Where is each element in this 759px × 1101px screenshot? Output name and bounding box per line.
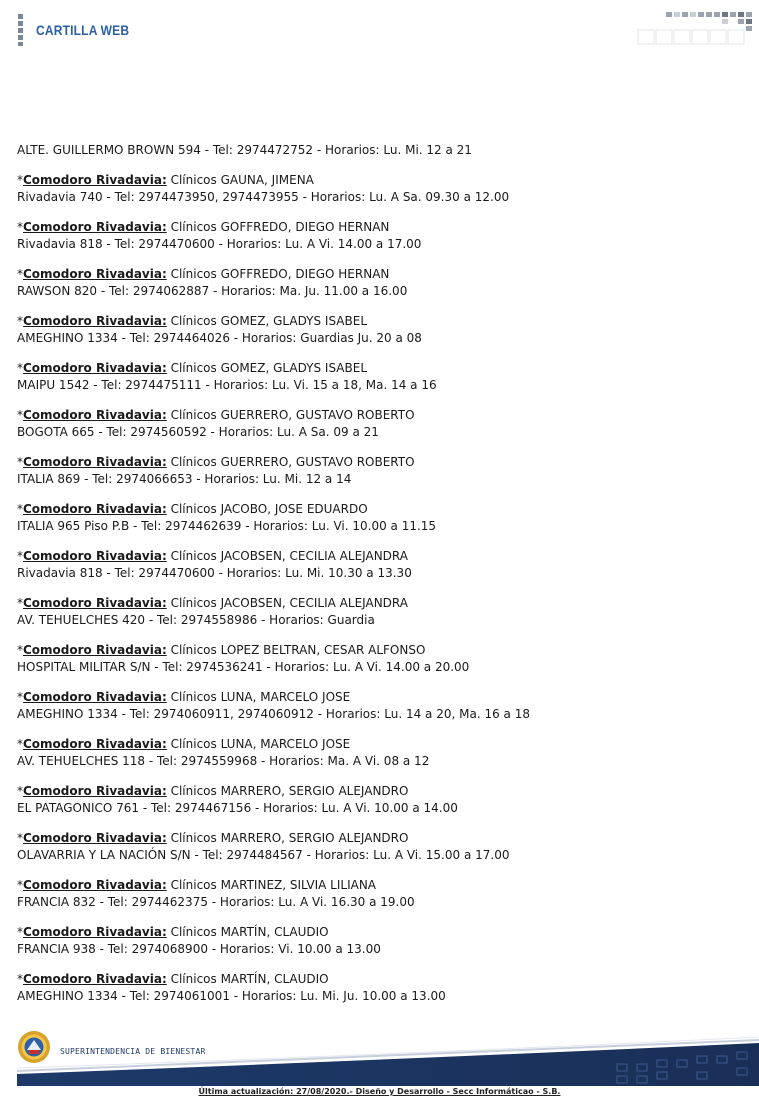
entry-city: Comodoro Rivadavia: [23,972,167,986]
entries-container [17,172,747,1005]
entry-address-line: Rivadavia 740 - Tel: 2974473950, 2974473955 - Horarios: Lu. A Sa. 09.30 a 12.00 [17,190,510,204]
entry-bullet: * [17,220,23,234]
entry-city: Comodoro Rivadavia: [23,878,167,892]
entry-address-line: AV. TEHUELCHES 420 - Tel: 2974558986 - Horarios: Guardia [17,613,375,627]
provider-name-line [17,219,747,236]
provider-name-line [17,360,747,377]
entry-city: Comodoro Rivadavia: [23,220,167,234]
provider-name-line [17,642,747,659]
entry-bullet: * [17,596,23,610]
provider-name-line [17,595,747,612]
institution-seal-icon [17,1030,51,1064]
entry-specialty-name: Clínicos MARRERO, SERGIO ALEJANDRO [166,831,409,845]
entry-address-line: AMEGHINO 1334 - Tel: 2974060911, 2974060912 - Horarios: Lu. 14 a 20, Ma. 16 a 18 [17,707,530,721]
entry-address-line: Rivadavia 818 - Tel: 2974470600 - Horarios: Lu. Mi. 10.30 a 13.30 [17,566,412,580]
entry-specialty-name: Clínicos LUNA, MARCELO JOSE [166,737,351,751]
header-bar-icon [18,14,23,46]
entry-address-line: EL PATAGONICO 761 - Tel: 2974467156 - Horarios: Lu. A Vi. 10.00 a 14.00 [17,801,458,815]
entry-bullet: * [17,972,23,986]
entry-city: Comodoro Rivadavia: [23,173,167,187]
provider-name-line [17,501,747,518]
entry-city: Comodoro Rivadavia: [23,408,167,422]
entry-specialty-name: Clínicos GOFFREDO, DIEGO HERNAN [166,267,390,281]
provider-entry [17,595,747,629]
entry-bullet: * [17,314,23,328]
entry-address-line: FRANCIA 938 - Tel: 2974068900 - Horarios: Vi. 10.00 a 13.00 [17,942,381,956]
footer-organization: SUPERINTENDENCIA DE BIENESTAR [60,1047,206,1056]
entry-bullet: * [17,925,23,939]
provider-name-line [17,830,747,847]
provider-name-line [17,971,747,988]
provider-name-line [17,548,747,565]
entry-bullet: * [17,455,23,469]
entry-specialty-name: Clínicos JACOBSEN, CECILIA ALEJANDRA [166,549,408,563]
entry-bullet: * [17,831,23,845]
entry-address-line: AV. TEHUELCHES 118 - Tel: 2974559968 - Horarios: Ma. A Vi. 08 a 12 [17,754,430,768]
entry-specialty-name: Clínicos JACOBSEN, CECILIA ALEJANDRA [166,596,408,610]
entry-city: Comodoro Rivadavia: [23,314,167,328]
provider-name-line [17,689,747,706]
entry-city: Comodoro Rivadavia: [23,784,167,798]
entry-bullet: * [17,878,23,892]
entry-address-line: Rivadavia 818 - Tel: 2974470600 - Horarios: Lu. A Vi. 14.00 a 17.00 [17,237,422,251]
entry-address-line: ITALIA 965 Piso P.B - Tel: 2974462639 - Horarios: Lu. Vi. 10.00 a 11.15 [17,519,437,533]
entry-specialty-name: Clínicos GUERRERO, GUSTAVO ROBERTO [166,408,415,422]
provider-entry [17,501,747,535]
provider-entry [17,266,747,300]
provider-entry [17,360,747,394]
provider-entry [17,313,747,347]
provider-name-line [17,924,747,941]
entry-bullet: * [17,690,23,704]
provider-entry [17,548,747,582]
entry-city: Comodoro Rivadavia: [23,596,167,610]
entry-city: Comodoro Rivadavia: [23,549,167,563]
provider-entry [17,642,747,676]
entry-address-line: OLAVARRIA Y LA NACIÓN S/N - Tel: 2974484567 - Horarios: Lu. A Vi. 15.00 a 17.00 [17,848,510,862]
entry-address-line: RAWSON 820 - Tel: 2974062887 - Horarios: Ma. Ju. 11.00 a 16.00 [17,284,408,298]
entry-bullet: * [17,549,23,563]
entry-city: Comodoro Rivadavia: [23,643,167,657]
footer-update-note: Última actualización: 27/08/2020.- Diseño y Desarrollo - Secc Informáticao - S.B. [198,1087,561,1096]
entry-city: Comodoro Rivadavia: [23,831,167,845]
page-title: CARTILLA WEB [36,22,130,38]
entry-city: Comodoro Rivadavia: [23,502,167,516]
entry-bullet: * [17,408,23,422]
entry-specialty-name: Clínicos GUERRERO, GUSTAVO ROBERTO [166,455,415,469]
entry-city: Comodoro Rivadavia: [23,455,167,469]
entry-address-line: AMEGHINO 1334 - Tel: 2974061001 - Horarios: Lu. Mi. Ju. 10.00 a 13.00 [17,989,446,1003]
entry-bullet: * [17,737,23,751]
provider-name-line [17,783,747,800]
page-header [0,0,759,60]
entry-bullet: * [17,361,23,375]
provider-entry [17,172,747,206]
provider-name-line [17,266,747,283]
entry-city: Comodoro Rivadavia: [23,925,167,939]
provider-list [17,142,747,1018]
provider-entry [17,219,747,253]
provider-entry [17,407,747,441]
entry-specialty-name: Clínicos LOPEZ BELTRAN, CESAR ALFONSO [166,643,426,657]
entry-bullet: * [17,784,23,798]
entry-address-line: HOSPITAL MILITAR S/N - Tel: 2974536241 - Horarios: Lu. A Vi. 14.00 a 20.00 [17,660,470,674]
entry-city: Comodoro Rivadavia: [23,267,167,281]
provider-entry [17,971,747,1005]
entry-specialty-name: Clínicos MARTINEZ, SILVIA LILIANA [166,878,377,892]
provider-name-line [17,877,747,894]
entry-specialty-name: Clínicos GOFFREDO, DIEGO HERNAN [166,220,390,234]
entry-specialty-name: Clínicos MARRERO, SERGIO ALEJANDRO [166,784,409,798]
provider-name-line [17,172,747,189]
entry-city: Comodoro Rivadavia: [23,690,167,704]
entry-city: Comodoro Rivadavia: [23,737,167,751]
provider-name-line [17,736,747,753]
entry-address-line: AMEGHINO 1334 - Tel: 2974464026 - Horarios: Guardias Ju. 20 a 08 [17,331,422,345]
entry-bullet: * [17,643,23,657]
provider-entry [17,877,747,911]
entry-address-line: BOGOTA 665 - Tel: 2974560592 - Horarios: Lu. A Sa. 09 a 21 [17,425,379,439]
entry-specialty-name: Clínicos MARTÍN, CLAUDIO [166,925,329,939]
header-pixel-decoration-icon [636,10,759,48]
entry-specialty-name: Clínicos MARTÍN, CLAUDIO [166,972,329,986]
entry-specialty-name: Clínicos GOMEZ, GLADYS ISABEL [166,361,368,375]
provider-entry [17,783,747,817]
entry-city: Comodoro Rivadavia: [23,361,167,375]
provider-entry [17,830,747,864]
entry-bullet: * [17,267,23,281]
page-footer [0,1030,759,1101]
footer-band-graphic [17,1030,759,1086]
entry-address-line: MAIPU 1542 - Tel: 2974475111 - Horarios: Lu. Vi. 15 a 18, Ma. 14 a 16 [17,378,437,392]
provider-entry [17,689,747,723]
entry-bullet: * [17,502,23,516]
provider-name-line [17,313,747,330]
entry-address-line: FRANCIA 832 - Tel: 2974462375 - Horarios: Lu. A Vi. 16.30 a 19.00 [17,895,415,909]
provider-entry [17,454,747,488]
entry-address-line: ITALIA 869 - Tel: 2974066653 - Horarios: Lu. Mi. 12 a 14 [17,472,352,486]
provider-name-line [17,407,747,424]
provider-entry [17,924,747,958]
entry-specialty-name: Clínicos GAUNA, JIMENA [166,173,314,187]
entry-specialty-name: Clínicos GOMEZ, GLADYS ISABEL [166,314,368,328]
entry-specialty-name: Clínicos LUNA, MARCELO JOSE [166,690,351,704]
continued-entry-line: ALTE. GUILLERMO BROWN 594 - Tel: 2974472752 - Horarios: Lu. Mi. 12 a 21 [17,143,472,157]
provider-entry [17,736,747,770]
provider-name-line [17,454,747,471]
entry-bullet: * [17,173,23,187]
entry-specialty-name: Clínicos JACOBO, JOSE EDUARDO [166,502,368,516]
